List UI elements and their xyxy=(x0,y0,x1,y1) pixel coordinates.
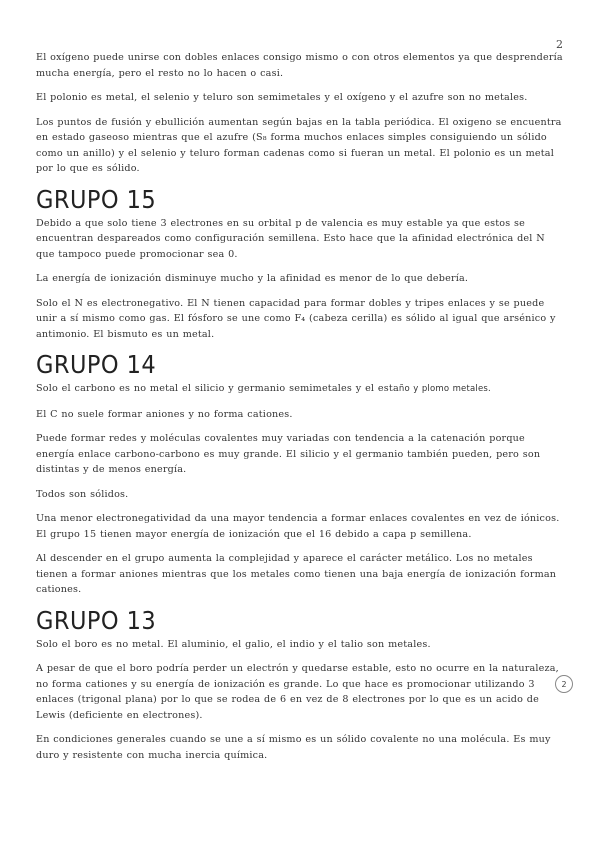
paragraph: A pesar de que el boro podría perder un electrón y quedarse estable, esto no ocurre en la naturaleza, no forma cationes y su energía de ionización es grande. Lo que hace es promocionar utilizando 3 enlaces (trigonal plana) por lo que se rodea de 6 en vez de 8 electrones por lo que es un acido de Lewis (deficiente en electrones). xyxy=(36,663,559,721)
paragraph: El polonio es metal, el selenio y teluro son semimetales y el oxígeno y el azufre son no metales. xyxy=(36,92,528,103)
section-heading-grupo-14: GRUPO 14 xyxy=(36,350,157,379)
paragraph: Solo el boro es no metal. El aluminio, el galio, el indio y el talio son metales. xyxy=(36,638,431,650)
paragraph: Una menor electronegatividad da una mayor tendencia a formar enlaces covalentes en vez de iónicos. El grupo 15 tienen mayor energía de ionización que el 16 debido a capa p semillena. xyxy=(36,513,560,540)
paragraph xyxy=(36,381,564,398)
document-body xyxy=(36,50,564,772)
paragraph: Puede formar redes y moléculas covalentes muy variadas con tendencia a la catenación porque energía enlace carbono-carbono es muy grande. El silicio y el germanio también pueden, pero son distintas y de menos energía. xyxy=(36,433,541,475)
section-heading-grupo-13: GRUPO 13 xyxy=(36,605,157,635)
section-heading-grupo-15: GRUPO 15 xyxy=(36,184,157,214)
paragraph: Al descender en el grupo aumenta la complejidad y aparece el carácter metálico. Los no metales tienen a formar aniones mientras que los metales como tienen una baja energía de ionización forman cationes. xyxy=(36,553,557,595)
paragraph: Debido a que solo tiene 3 electrones en su orbital p de valencia es muy estable ya que estos se encuentran despareados como configuración semillena. Esto hace que la afinidad electrónica del N que tampoco puede promocionar sea 0. xyxy=(36,217,545,260)
paragraph: La energía de ionización disminuye mucho y la afinidad es menor de lo que debería. xyxy=(36,273,469,284)
paragraph: El oxígeno puede unirse con dobles enlaces consigo mismo o con otros elementos ya que desprendería mucha energía, pero el resto no lo hacen o casi. xyxy=(36,52,563,79)
paragraph: En condiciones generales cuando se une a sí mismo es un sólido covalente no una molécula. Es muy duro y resistente con mucha inercia química. xyxy=(36,734,551,761)
page-number: 2 xyxy=(556,38,563,51)
paragraph: Todos son sólidos. xyxy=(36,488,129,500)
paragraph: Los puntos de fusión y ebullición aumentan según bajas en la tabla periódica. El oxigeno se encuentra en estado gaseoso mientras que el azufre (S₈ forma muchos enlaces simples consiguiendo un sólido como un anillo) y el selenio y teluro forman cadenas como si fueran un metal. El polonio es un metal por lo que es sólido. xyxy=(36,116,562,174)
paragraph: El C no suele formar aniones y no forma cationes. xyxy=(36,408,293,420)
paragraph: Solo el N es electronegativo. El N tienen capacidad para formar dobles y tripes enlaces y se puede unir a sí mismo como gas. El fósforo se une como F₄ (cabeza cerilla) es sólido al igual que arsénico y antimonio. El bismuto es un metal. xyxy=(36,297,556,340)
paragraph-text: Solo el carbono es no metal el silicio y germanio semimetales y el esta xyxy=(36,383,399,394)
paragraph-text-tail: ño y plomo metales. xyxy=(398,384,491,394)
page-badge[interactable]: 2 xyxy=(555,675,573,693)
